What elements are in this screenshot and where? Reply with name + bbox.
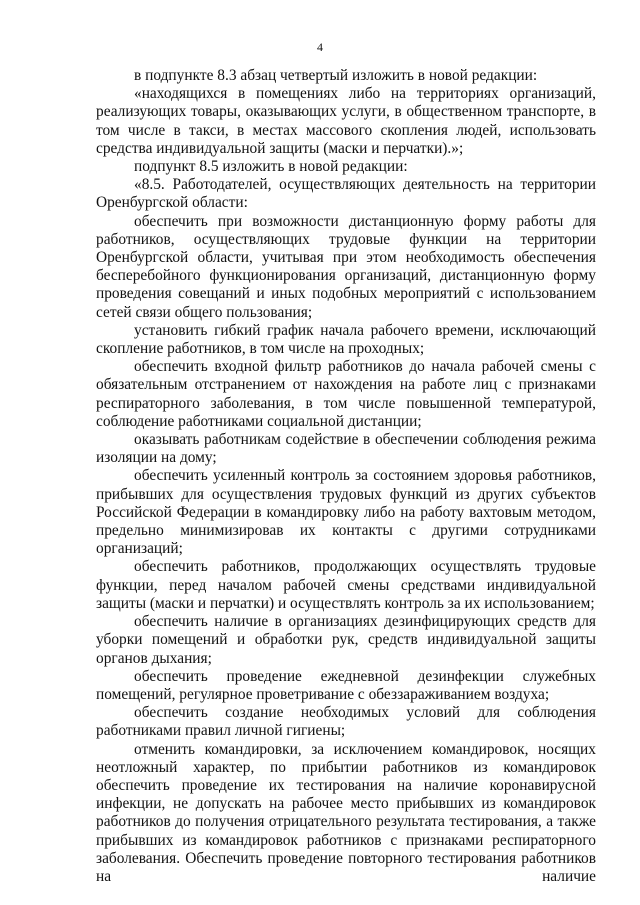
paragraph: обеспечить создание необходимых условий для соблюдения работниками правил личной гигиены; [96, 704, 596, 740]
paragraph: оказывать работникам содействие в обеспечении соблюдения режима изоляции на дому; [96, 431, 596, 467]
paragraph: отменить командировки, за исключением командировок, носящих неотложный характер, по прибытии работников из командировок обеспечить проведение их тестирования на наличие коронавирусной инфекции, не допускать на рабочее место прибывших из командировок работников до получения отрицательного результата тестирования, а также прибывших из командировок работников с признаками респираторного заболевания. Обеспечить проведение повторного тестирования работников на наличие [96, 740, 596, 885]
paragraph: обеспечить работников, продолжающих осуществлять трудовые функции, перед началом рабочей смены средствами индивидуальной защиты (маски и перчатки) и осуществлять контроль за их использованием; [96, 558, 596, 612]
paragraph: подпункт 8.5 изложить в новой редакции: [134, 158, 408, 176]
paragraph: обеспечить при возможности дистанционную форму работы для работников, осуществляющих трудовые функции на территории Оренбургской области, учитывая при этом необходимость обеспечения бесперебойного функционирования организаций, дистанционную форму проведения совещаний и иных подобных мероприятий с использованием сетей связи общего пользования; [96, 212, 596, 321]
paragraph: «8.5. Работодателей, осуществляющих деятельность на территории Оренбургской области: [96, 176, 596, 212]
paragraph: обеспечить усиленный контроль за состоянием здоровья работников, прибывших для осуществления трудовых функций из других субъектов Российской Федерации в командировку либо на работу вахтовым методом, предельно минимизировав их контакты с другими сотрудниками организаций; [96, 467, 596, 558]
paragraph: «находящихся в помещениях либо на территориях организаций, реализующих товары, оказывающих услуги, в общественном транспорте, в том числе в такси, в местах массового скопления людей, использовать средства индивидуальной защиты (маски и перчатки).»; [96, 85, 596, 157]
paragraph: в подпункте 8.3 абзац четвертый изложить в новой редакции: [134, 67, 538, 84]
paragraph: обеспечить входной фильтр работников до начала рабочей смены с обязательным отстранением от нахождения на работе лиц с признаками респираторного заболевания, в том числе повышенной температурой, соблюдение работниками социальной дистанции; [96, 358, 596, 430]
document-body [96, 67, 596, 886]
paragraph: обеспечить наличие в организациях дезинфицирующих средств для уборки помещений и обработки рук, средств индивидуальной защиты органов дыхания; [96, 613, 596, 667]
paragraph: установить гибкий график начала рабочего времени, исключающий скопление работников, в том числе на проходных; [96, 321, 596, 358]
page-number: 4 [317, 40, 323, 54]
paragraph: обеспечить проведение ежедневной дезинфекции служебных помещений, регулярное проветривание с обеззараживанием воздуха; [96, 667, 596, 703]
